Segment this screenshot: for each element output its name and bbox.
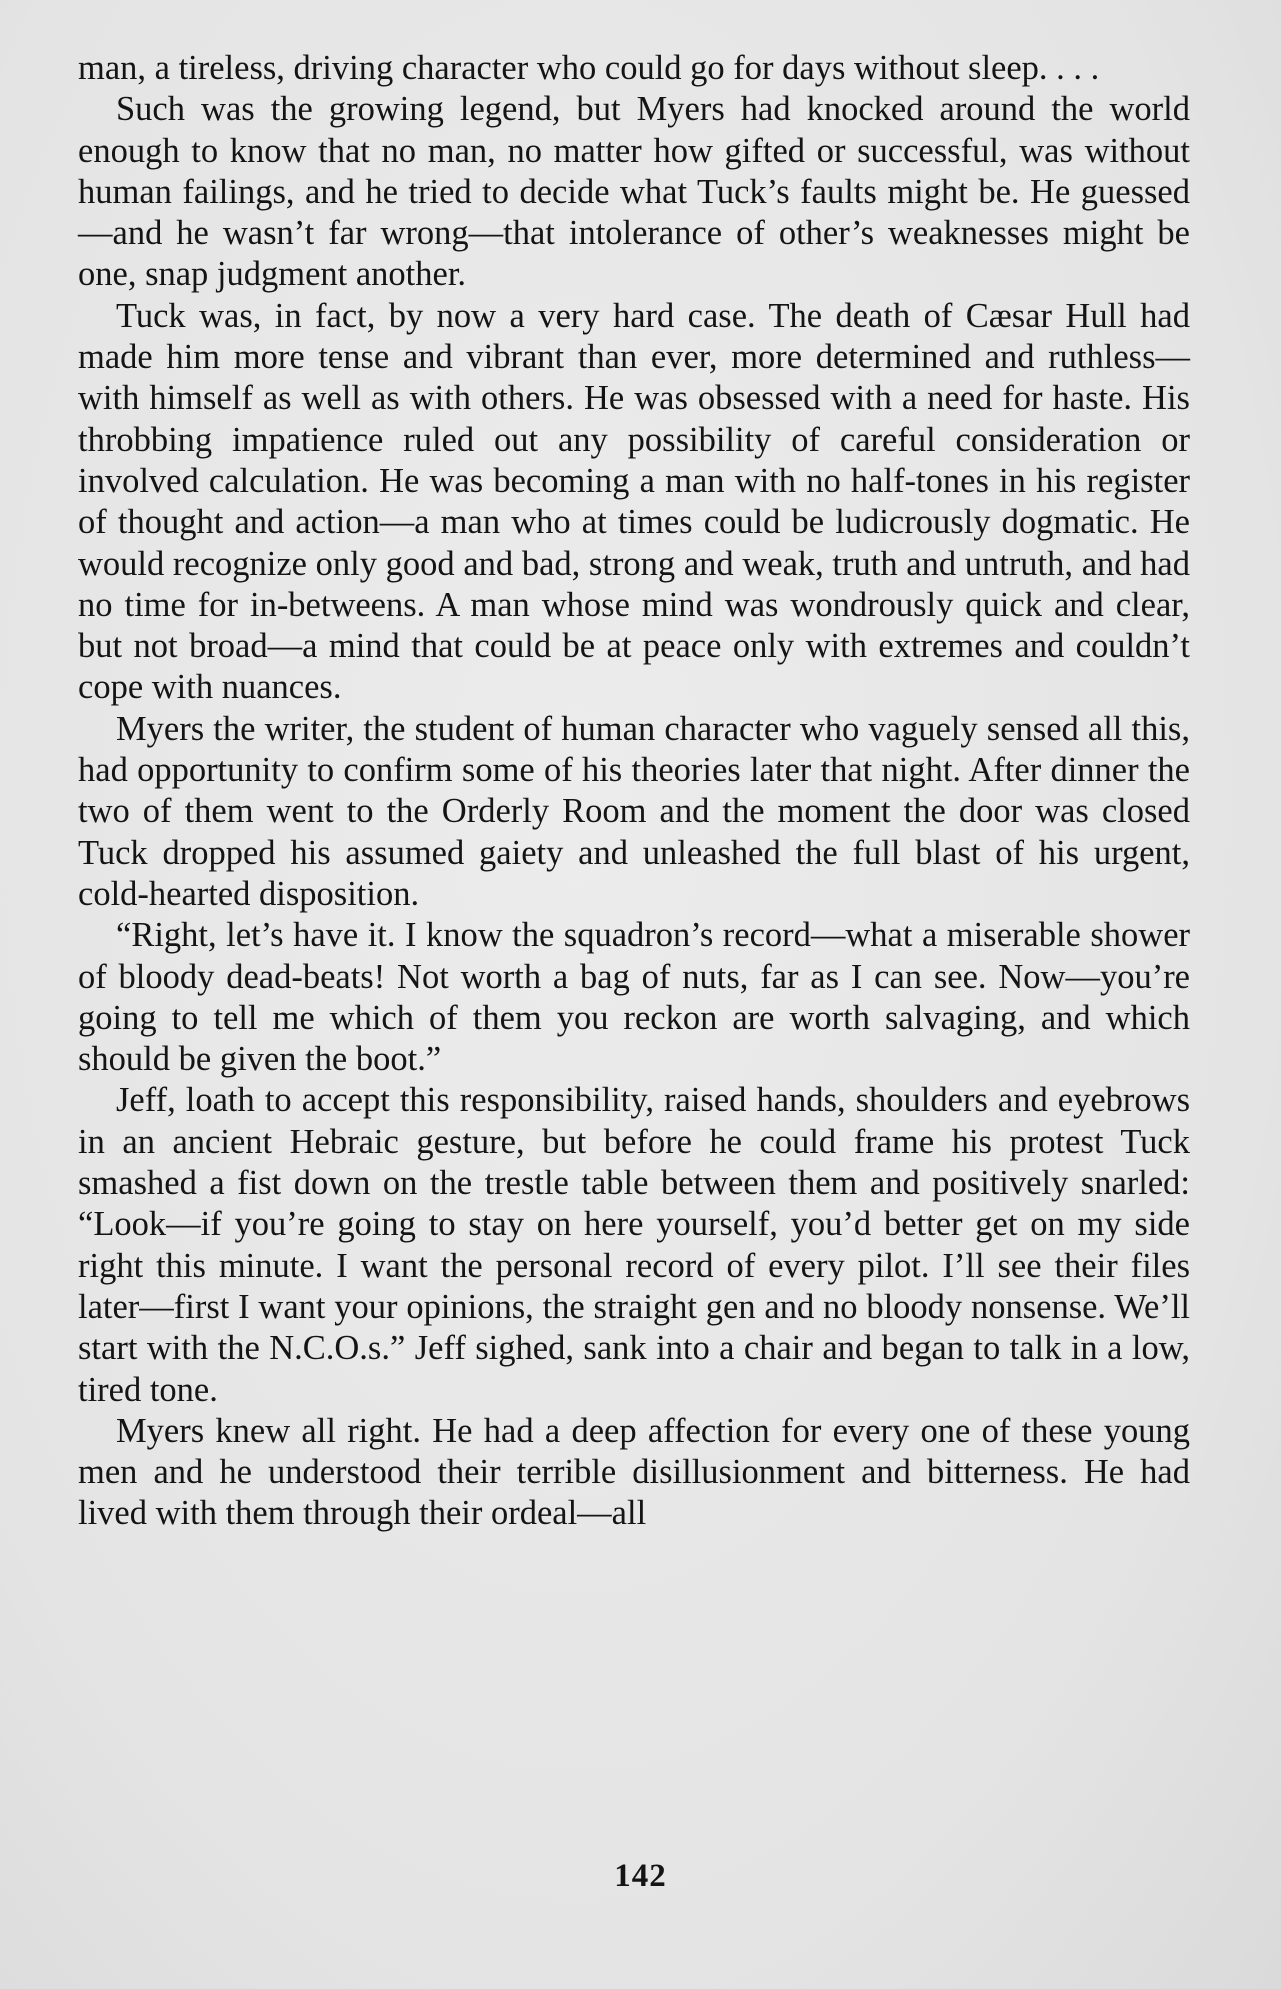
- paragraph-7: Myers knew all right. He had a deep affection for every one of these young men and he understood their terrible disillusionment and bitterness. He had lived with them through their ordeal—all: [78, 1411, 1190, 1533]
- paragraph-6: Jeff, loath to accept this responsibility, raised hands, shoulders and eyebrows in an ancient Hebraic gesture, but before he could frame his protest Tuck smashed a fist down on the trestle table between them and positively snarled: “Look—if you’re going to stay on here yourself, you’d better get on my side right this minute. I want the personal record of every pilot. I’ll see their files later—first I want your opinions, the straight gen and no bloody nonsense. We’ll start with the N.C.O.s.” Jeff sighed, sank into a chair and began to talk in a low, tired tone.: [78, 1081, 1190, 1409]
- paragraph-2: Such was the growing legend, but Myers had knocked around the world enough to know that no man, no matter how gifted or successful, was without human failings, and he tried to decide what Tuck’s faults might be. He guessed—and he wasn’t far wrong—that intolerance of other’s weaknesses might be one, snap judgment another.: [78, 90, 1190, 294]
- paragraph-1: man, a tireless, driving character who could go for days without sleep. . . .: [78, 49, 1100, 87]
- paragraph-4: Myers the writer, the student of human character who vaguely sensed all this, had opportunity to confirm some of his theories later that night. After dinner the two of them went to the Orderly Room and the moment the door was closed Tuck dropped his assumed gaiety and unleashed the full blast of his urgent, cold-hearted disposition.: [78, 709, 1190, 913]
- page-number: 142: [614, 1858, 667, 1894]
- paragraph-5: “Right, let’s have it. I know the squadron’s record—what a miserable shower of bloody dead-beats! Not worth a bag of nuts, far as I can see. Now—you’re going to tell me which of them you reckon are worth salvaging, and which should be given the boot.”: [78, 916, 1190, 1079]
- paragraph-3: Tuck was, in fact, by now a very hard case. The death of Cæsar Hull had made him more tense and vibrant than ever, more determined and ruthless—with himself as well as with others. He was obsessed with a need for haste. His throbbing impatience ruled out any possibility of careful consideration or involved calculation. He was becoming a man with no half-tones in his register of thought and action—a man who at times could be ludicrously dogmatic. He would recognize only good and bad, strong and weak, truth and untruth, and had no time for in-betweens. A man whose mind was wondrously quick and clear, but not broad—a mind that could be at peace only with extremes and couldn’t cope with nuances.: [78, 296, 1190, 707]
- body-text: [78, 48, 1190, 1535]
